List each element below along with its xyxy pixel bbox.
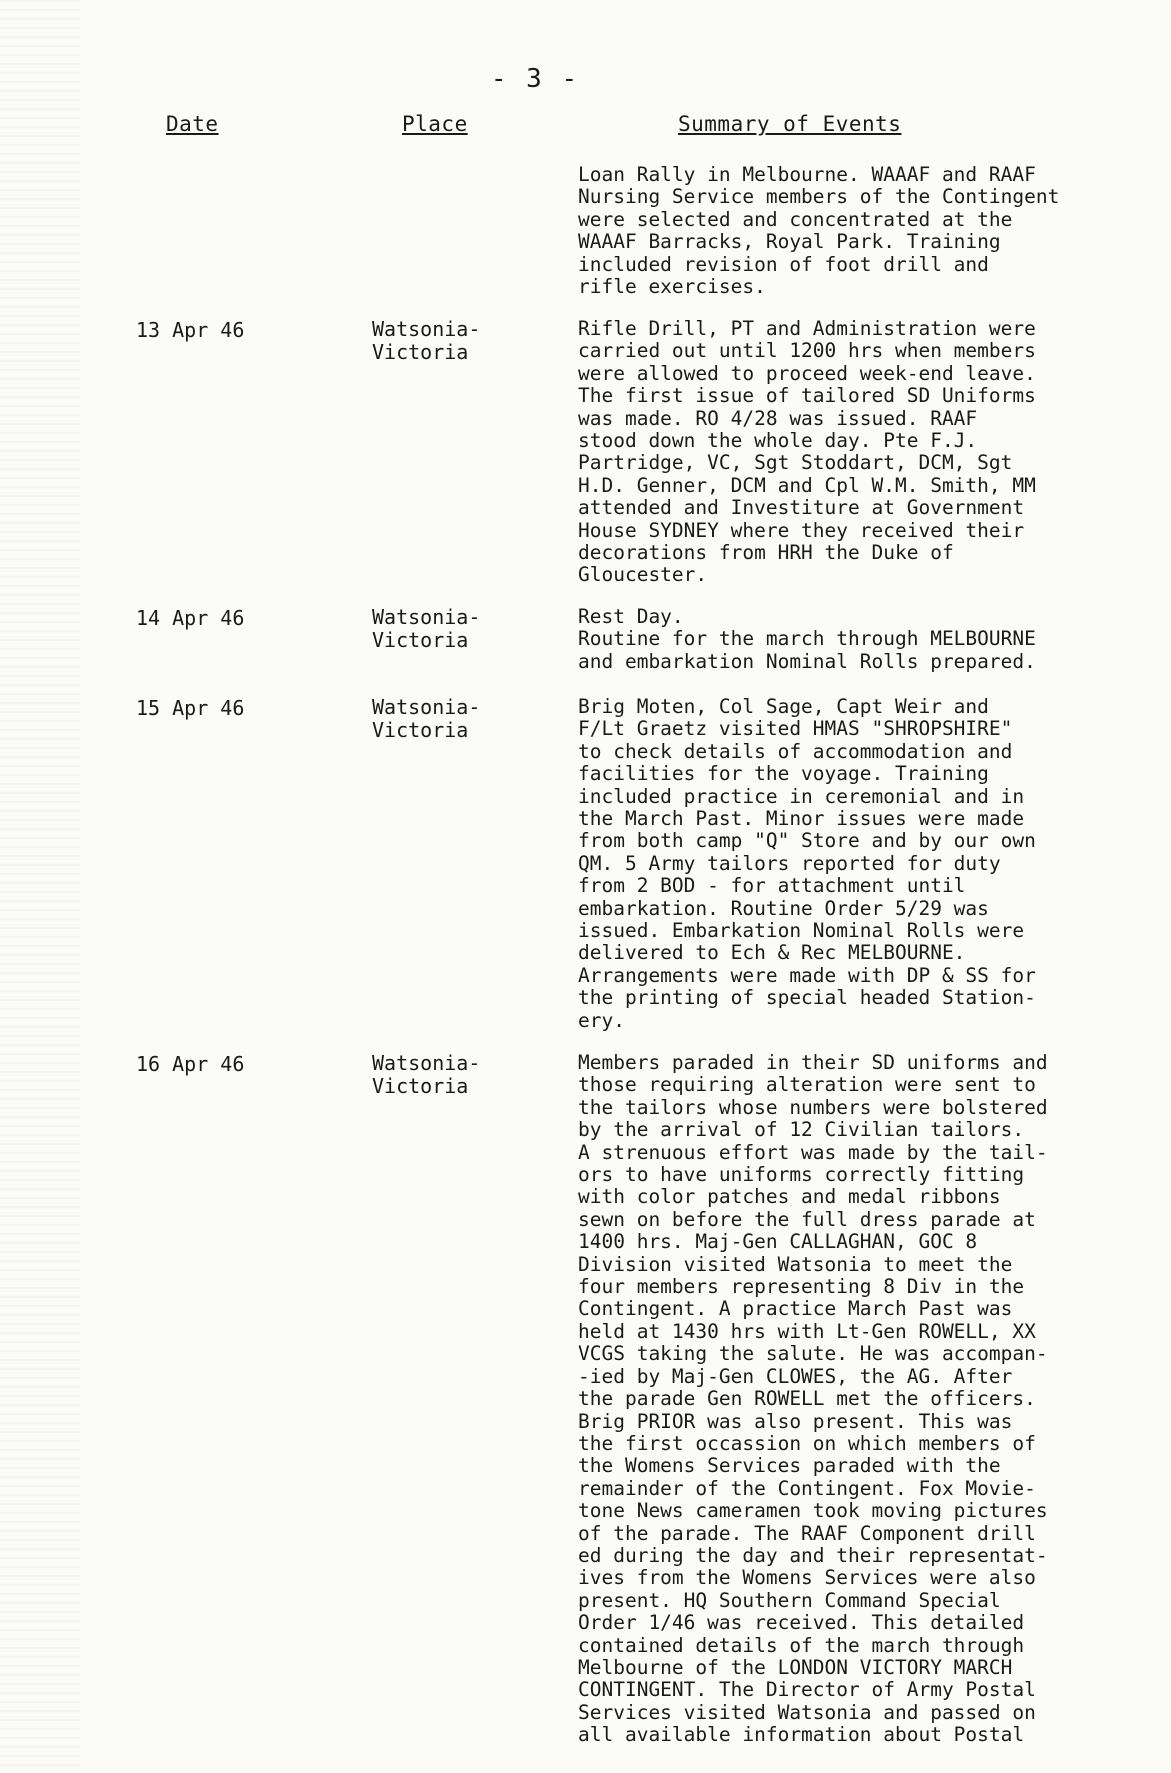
summary-line: was made. RO 4/28 was issued. RAAF (578, 406, 978, 430)
summary-line: Rifle Drill, PT and Administration were (578, 317, 1036, 340)
entry-summary (578, 696, 1158, 1032)
entry-date: 14 Apr 46 (136, 606, 245, 630)
summary-line: Brig Moten, Col Sage, Capt Weir and (578, 695, 989, 718)
summary-line: Brig PRIOR was also present. This was (578, 1409, 1013, 1433)
entry-summary (578, 164, 1158, 298)
summary-line: included practice in ceremonial and in (578, 784, 1025, 808)
summary-line: Nursing Service members of the Contingent (578, 185, 1060, 209)
summary-line: Melbourne of the LONDON VICTORY MARCH (578, 1655, 1013, 1679)
entry-place (372, 318, 542, 364)
summary-line: stood down the whole day. Pte F.J. (578, 429, 978, 453)
summary-line: H.D. Genner, DCM and Cpl W.M. Smith, MM (578, 473, 1036, 497)
summary-line: the March Past. Minor issues were made (578, 807, 1025, 831)
summary-line: the printing of special headed Station- (578, 986, 1036, 1010)
summary-line: ors to have uniforms correctly fitting (578, 1163, 1025, 1187)
summary-line: embarkation. Routine Order 5/29 was (578, 896, 989, 920)
place-line: Victoria (372, 340, 469, 364)
entry-date: 16 Apr 46 (136, 1052, 245, 1076)
summary-line: the Womens Services paraded with the (578, 1454, 1001, 1478)
summary-line: by the arrival of 12 Civilian tailors. (578, 1118, 1025, 1142)
summary-line: QM. 5 Army tailors reported for duty (578, 851, 1001, 875)
summary-line: House SYDNEY where they received their (578, 518, 1025, 542)
summary-line: VCGS taking the salute. He was accompan- (578, 1342, 1048, 1366)
entry-place (372, 696, 542, 742)
summary-line: present. HQ Southern Command Special (578, 1588, 1001, 1612)
summary-line: the parade Gen ROWELL met the officers. (578, 1387, 1036, 1411)
summary-line: attended and Investiture at Government (578, 496, 1025, 520)
summary-line: Partridge, VC, Sgt Stoddart, DCM, Sgt (578, 451, 1013, 475)
summary-line: contained details of the march through (578, 1633, 1025, 1657)
place-line: Watsonia- (372, 1051, 481, 1075)
summary-line: ed during the day and their representat- (578, 1543, 1048, 1567)
summary-line: Routine for the march through MELBOURNE (578, 627, 1036, 651)
summary-line: Services visited Watsonia and passed on (578, 1700, 1036, 1724)
summary-line: with color patches and medal ribbons (578, 1185, 1001, 1209)
summary-line: Loan Rally in Melbourne. WAAAF and RAAF (578, 163, 1036, 186)
summary-line: and embarkation Nominal Rolls prepared. (578, 649, 1036, 673)
summary-line: to check details of accommodation and (578, 739, 1013, 763)
summary-line: Rest Day. (578, 605, 684, 628)
summary-line: from both camp "Q" Store and by our own (578, 829, 1036, 853)
place-line: Watsonia- (372, 605, 481, 629)
summary-line: decorations from HRH the Duke of (578, 541, 954, 565)
entry-date: 13 Apr 46 (136, 318, 245, 342)
summary-line: Contingent. A practice March Past was (578, 1297, 1013, 1321)
summary-line: CONTINGENT. The Director of Army Postal (578, 1678, 1036, 1702)
summary-column-header: Summary of Events (678, 112, 902, 136)
summary-line: were selected and concentrated at the (578, 207, 1013, 231)
summary-line: 1400 hrs. Maj-Gen CALLAGHAN, GOC 8 (578, 1230, 978, 1254)
page-number: - 3 - (490, 64, 580, 94)
summary-line: A strenuous effort was made by the tail- (578, 1140, 1048, 1164)
date-column-header: Date (166, 112, 219, 136)
summary-line: were allowed to proceed week-end leave. (578, 361, 1036, 385)
summary-line: The first issue of tailored SD Uniforms (578, 384, 1036, 408)
summary-line: issued. Embarkation Nominal Rolls were (578, 919, 1025, 943)
scan-edge-noise (0, 0, 80, 1773)
summary-line: included revision of foot drill and (578, 252, 989, 276)
summary-line: ery. (578, 1008, 625, 1032)
place-line: Watsonia- (372, 317, 481, 341)
summary-line: Arrangements were made with DP & SS for (578, 963, 1036, 987)
summary-line: Gloucester. (578, 563, 708, 587)
summary-line: four members representing 8 Div in the (578, 1275, 1025, 1299)
summary-line: the first occassion on which members of (578, 1431, 1036, 1455)
place-line: Victoria (372, 718, 469, 742)
entry-place (372, 606, 542, 652)
summary-line: -ied by Maj-Gen CLOWES, the AG. After (578, 1364, 1013, 1388)
summary-line: Order 1/46 was received. This detailed (578, 1611, 1025, 1635)
summary-line: tone News cameramen took moving pictures (578, 1499, 1048, 1523)
summary-line: rifle exercises. (578, 275, 766, 299)
summary-line: WAAAF Barracks, Royal Park. Training (578, 230, 1001, 254)
summary-line: delivered to Ech & Rec MELBOURNE. (578, 941, 966, 965)
place-column-header: Place (402, 112, 468, 136)
summary-line: ives from the Womens Services were also (578, 1566, 1036, 1590)
summary-line: Division visited Watsonia to meet the (578, 1252, 1013, 1276)
entry-place (372, 1052, 542, 1098)
entry-summary (578, 606, 1158, 673)
summary-line: remainder of the Contingent. Fox Movie- (578, 1476, 1036, 1500)
summary-line: Members paraded in their SD uniforms and (578, 1051, 1048, 1074)
place-line: Watsonia- (372, 695, 481, 719)
summary-line: from 2 BOD - for attachment until (578, 874, 966, 898)
summary-line: the tailors whose numbers were bolstered (578, 1095, 1048, 1119)
summary-line: carried out until 1200 hrs when members (578, 339, 1036, 363)
entry-date: 15 Apr 46 (136, 696, 245, 720)
place-line: Victoria (372, 1074, 469, 1098)
entry-summary (578, 318, 1158, 587)
summary-line: held at 1430 hrs with Lt-Gen ROWELL, XX (578, 1319, 1036, 1343)
summary-line: all available information about Postal (578, 1723, 1025, 1747)
summary-line: F/Lt Graetz visited HMAS "SHROPSHIRE" (578, 717, 1013, 741)
place-line: Victoria (372, 628, 469, 652)
summary-line: facilities for the voyage. Training (578, 762, 989, 786)
summary-line: sewn on before the full dress parade at (578, 1207, 1036, 1231)
summary-line: those requiring alteration were sent to (578, 1073, 1036, 1097)
entry-summary (578, 1052, 1158, 1747)
summary-line: of the parade. The RAAF Component drill (578, 1521, 1036, 1545)
